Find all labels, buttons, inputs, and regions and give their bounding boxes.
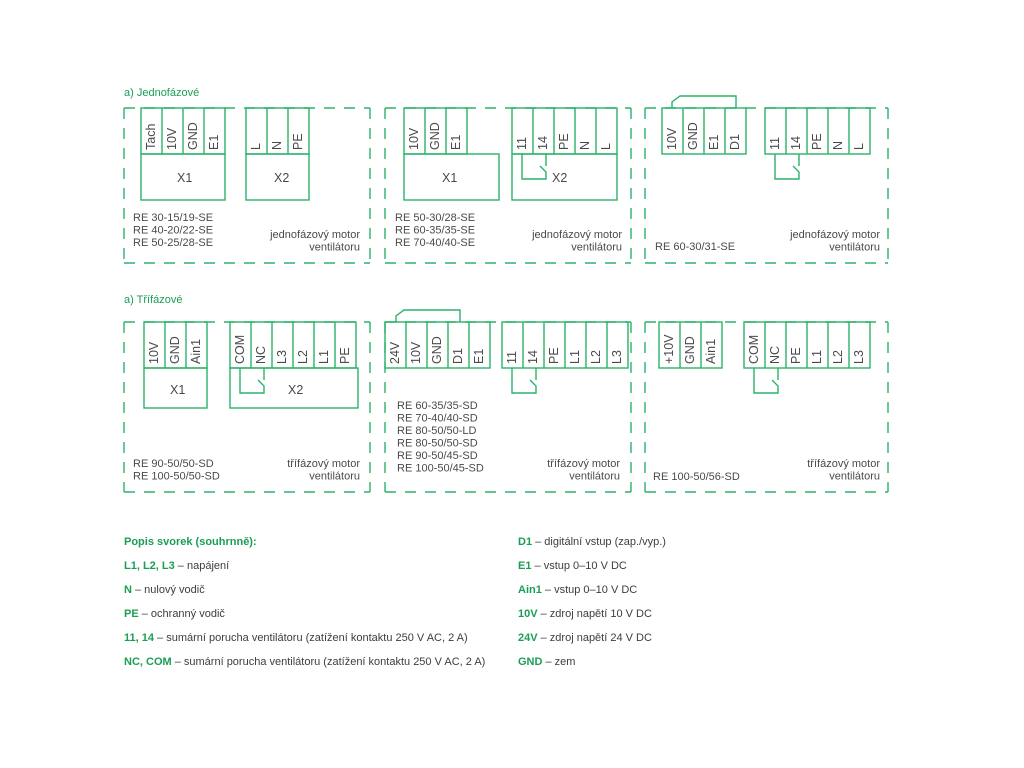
legend-term: Ain1 — [518, 584, 542, 596]
terminal-pin-label: NC — [253, 345, 268, 364]
legend-item — [518, 656, 575, 668]
terminal-pin-label: 10V — [146, 341, 161, 364]
terminal-pin-label: L3 — [609, 350, 624, 364]
terminal-pin-label: Ain1 — [703, 338, 718, 364]
terminal-block — [659, 322, 722, 368]
panel-single-2 — [385, 108, 631, 263]
model-code: RE 80-50/50-LD — [397, 425, 477, 437]
legend-description: – sumární porucha ventilátoru (zatížení kontaktu 250 V AC, 2 A) — [153, 632, 468, 644]
terminal-pin-label: GND — [682, 336, 697, 364]
terminal-pin-label: 14 — [535, 136, 550, 150]
terminal-block — [230, 322, 358, 408]
terminal-pin-label: PE — [337, 347, 352, 364]
terminal-pin-label: D1 — [450, 348, 465, 364]
terminal-pin-label: L — [598, 143, 613, 150]
legend-description: – vstup 0–10 V DC — [531, 560, 627, 572]
terminal-pin-label: GND — [685, 122, 700, 150]
model-code: RE 50-30/28-SE — [395, 212, 476, 224]
model-code: RE 100-50/45-SD — [397, 462, 484, 475]
terminal-pin-label: 11 — [767, 137, 782, 150]
legend-description: – vstup 0–10 V DC — [541, 584, 638, 596]
panel-three-1 — [124, 322, 370, 492]
terminal-pin-label: PE — [809, 133, 824, 150]
terminal-block — [662, 108, 746, 154]
panel-single-1 — [124, 108, 370, 263]
legend-description: – zdroj napětí 10 V DC — [537, 608, 652, 620]
legend-item — [518, 608, 652, 620]
terminal-pin-label: COM — [746, 334, 761, 364]
terminal-pin-label: 11 — [504, 351, 519, 364]
relay-wire — [754, 368, 778, 393]
terminal-pin-label: PE — [788, 347, 803, 364]
legend-description: – zem — [542, 656, 576, 668]
relay-contact-symbol — [522, 154, 546, 179]
terminal-pin-label: N — [577, 140, 592, 150]
legend-item — [518, 632, 652, 644]
model-code: RE 100-50/50-SD — [133, 470, 220, 483]
motor-label: ventilátoru — [309, 470, 360, 483]
terminal-pin-label: COM — [232, 334, 247, 364]
motor-label: třífázový motor — [287, 458, 360, 470]
legend-description: – digitální vstup (zap./vyp.) — [532, 536, 666, 548]
terminal-block — [765, 108, 870, 154]
terminal-pin-label: L2 — [588, 350, 603, 364]
legend-term: NC, COM — [124, 656, 172, 668]
legend-description: – nulový vodič — [131, 584, 205, 596]
terminal-block — [246, 108, 309, 200]
terminal-pin-label: 14 — [788, 136, 803, 150]
terminal-pin-label: L2 — [295, 350, 310, 364]
jumper-bridge — [396, 310, 460, 322]
terminal-pin-label: L — [248, 143, 263, 150]
legend-term: D1 — [518, 536, 533, 548]
section-title-single-phase: a) Jednofázové — [124, 87, 200, 99]
terminal-block — [512, 108, 617, 200]
relay-contact-symbol — [775, 154, 799, 179]
legend-item — [124, 584, 205, 596]
terminal-pin-label: PE — [290, 133, 305, 150]
legend-description: – ochranný vodič — [138, 608, 225, 620]
panel-three-3 — [645, 322, 888, 492]
legend-term: 24V — [518, 632, 538, 644]
terminal-pin-label: E1 — [448, 134, 463, 150]
terminal-pin-label: L1 — [316, 350, 331, 364]
terminal-block-label: X2 — [274, 171, 290, 185]
legend-title: Popis svorek (souhrnně): — [124, 536, 257, 548]
model-code: RE 60-35/35-SE — [395, 224, 476, 237]
motor-label: třífázový motor — [547, 458, 620, 470]
legend-item — [124, 560, 229, 572]
jumper-bridge — [672, 96, 736, 108]
terminal-pin-label: 14 — [525, 350, 540, 364]
terminal-pin-label: PE — [546, 347, 561, 364]
model-code: RE 40-20/22-SE — [133, 224, 214, 237]
legend-item — [124, 632, 468, 644]
legend-item — [518, 560, 627, 572]
terminal-pin-label: 24V — [387, 341, 402, 364]
relay-contact-symbol — [754, 368, 778, 393]
section-title-three-phase: a) Třífázové — [124, 294, 183, 306]
terminal-pin-label: 10V — [406, 127, 421, 150]
legend-item — [518, 536, 666, 548]
terminal-pin-label: 10V — [664, 127, 679, 150]
terminal-block — [385, 322, 490, 368]
motor-label: ventilátoru — [569, 470, 620, 483]
relay-contact-symbol — [240, 368, 264, 393]
model-code: RE 60-35/35-SD — [397, 400, 478, 412]
motor-label: ventilátoru — [571, 241, 622, 254]
model-code: RE 90-50/45-SD — [397, 450, 478, 462]
terminal-pin-label: +10V — [661, 334, 676, 364]
terminal-block-label: X1 — [177, 171, 193, 185]
legend-term: E1 — [518, 560, 532, 572]
motor-label: třífázový motor — [807, 458, 880, 470]
legend-term: GND — [518, 656, 543, 668]
legend-term: L1, L2, L3 — [124, 560, 175, 572]
panel-three-2 — [385, 310, 631, 492]
terminal-pin-label: 10V — [164, 127, 179, 150]
motor-label: ventilátoru — [829, 470, 880, 483]
terminal-pin-label: 11 — [514, 137, 529, 150]
terminal-pin-label: NC — [767, 345, 782, 364]
terminal-pin-label: L1 — [567, 350, 582, 364]
terminal-pin-label: D1 — [727, 134, 742, 150]
legend-term: PE — [124, 608, 139, 620]
motor-label: jednofázový motor — [790, 229, 880, 241]
terminal-pin-label: PE — [556, 133, 571, 150]
terminal-pin-label: Ain1 — [188, 338, 203, 364]
terminal-pin-label: E1 — [471, 348, 486, 364]
legend-description: – napájení — [174, 560, 230, 572]
model-code: RE 80-50/50-SD — [397, 437, 478, 450]
motor-label: ventilátoru — [829, 241, 880, 254]
terminal-block-label: X2 — [552, 171, 568, 185]
legend-term: 11, 14 — [124, 632, 154, 644]
model-code: RE 70-40/40-SE — [395, 237, 476, 249]
terminal-pin-label: L1 — [809, 350, 824, 364]
terminal-pin-label: E1 — [206, 134, 221, 150]
terminal-pin-label: L3 — [851, 350, 866, 364]
relay-contact-symbol — [512, 368, 536, 393]
terminal-block — [141, 108, 225, 200]
terminal-block — [744, 322, 870, 368]
legend-term: 10V — [518, 608, 538, 620]
terminal-pin-label: GND — [427, 122, 442, 150]
model-code: RE 100-50/56-SD — [653, 471, 740, 483]
motor-label: jednofázový motor — [270, 229, 360, 241]
terminal-pin-label: GND — [167, 336, 182, 364]
legend-description: – sumární porucha ventilátoru (zatížení kontaktu 250 V AC, 2 A) — [171, 656, 486, 668]
motor-label: jednofázový motor — [532, 229, 622, 241]
model-code: RE 70-40/40-SD — [397, 412, 478, 425]
terminal-block — [404, 108, 499, 200]
panel-single-3 — [645, 96, 888, 263]
terminal-block — [502, 322, 628, 368]
model-code: RE 90-50/50-SD — [133, 458, 214, 470]
terminal-block-label: X1 — [442, 171, 458, 185]
panels — [124, 96, 888, 492]
terminal-pin-label: E1 — [706, 134, 721, 150]
terminal-pin-label: Tach — [143, 123, 158, 150]
terminal-pin-label: N — [830, 140, 845, 150]
legend-description: – zdroj napětí 24 V DC — [537, 632, 652, 644]
terminal-pin-label: 10V — [408, 341, 423, 364]
legend-item — [518, 584, 637, 596]
terminal-pin-label: L2 — [830, 350, 845, 364]
terminal-pin-label: L3 — [274, 350, 289, 364]
legend-item — [124, 656, 485, 668]
model-code: RE 50-25/28-SE — [133, 237, 214, 249]
relay-wire — [775, 154, 799, 179]
terminal-pin-label: L — [851, 143, 866, 150]
relay-wire — [522, 154, 546, 179]
terminal-block — [144, 322, 207, 408]
motor-label: ventilátoru — [309, 241, 360, 254]
legend-item — [124, 608, 225, 620]
terminal-block-label: X2 — [288, 383, 304, 397]
terminal-pin-label: GND — [429, 336, 444, 364]
model-code: RE 60-30/31-SE — [655, 241, 736, 253]
terminal-block-label: X1 — [170, 383, 186, 397]
terminal-pin-label: N — [269, 140, 284, 150]
legend-term: N — [124, 584, 132, 596]
terminal-pin-label: GND — [185, 122, 200, 150]
relay-wire — [240, 368, 264, 393]
relay-wire — [512, 368, 536, 393]
model-code: RE 30-15/19-SE — [133, 212, 214, 224]
